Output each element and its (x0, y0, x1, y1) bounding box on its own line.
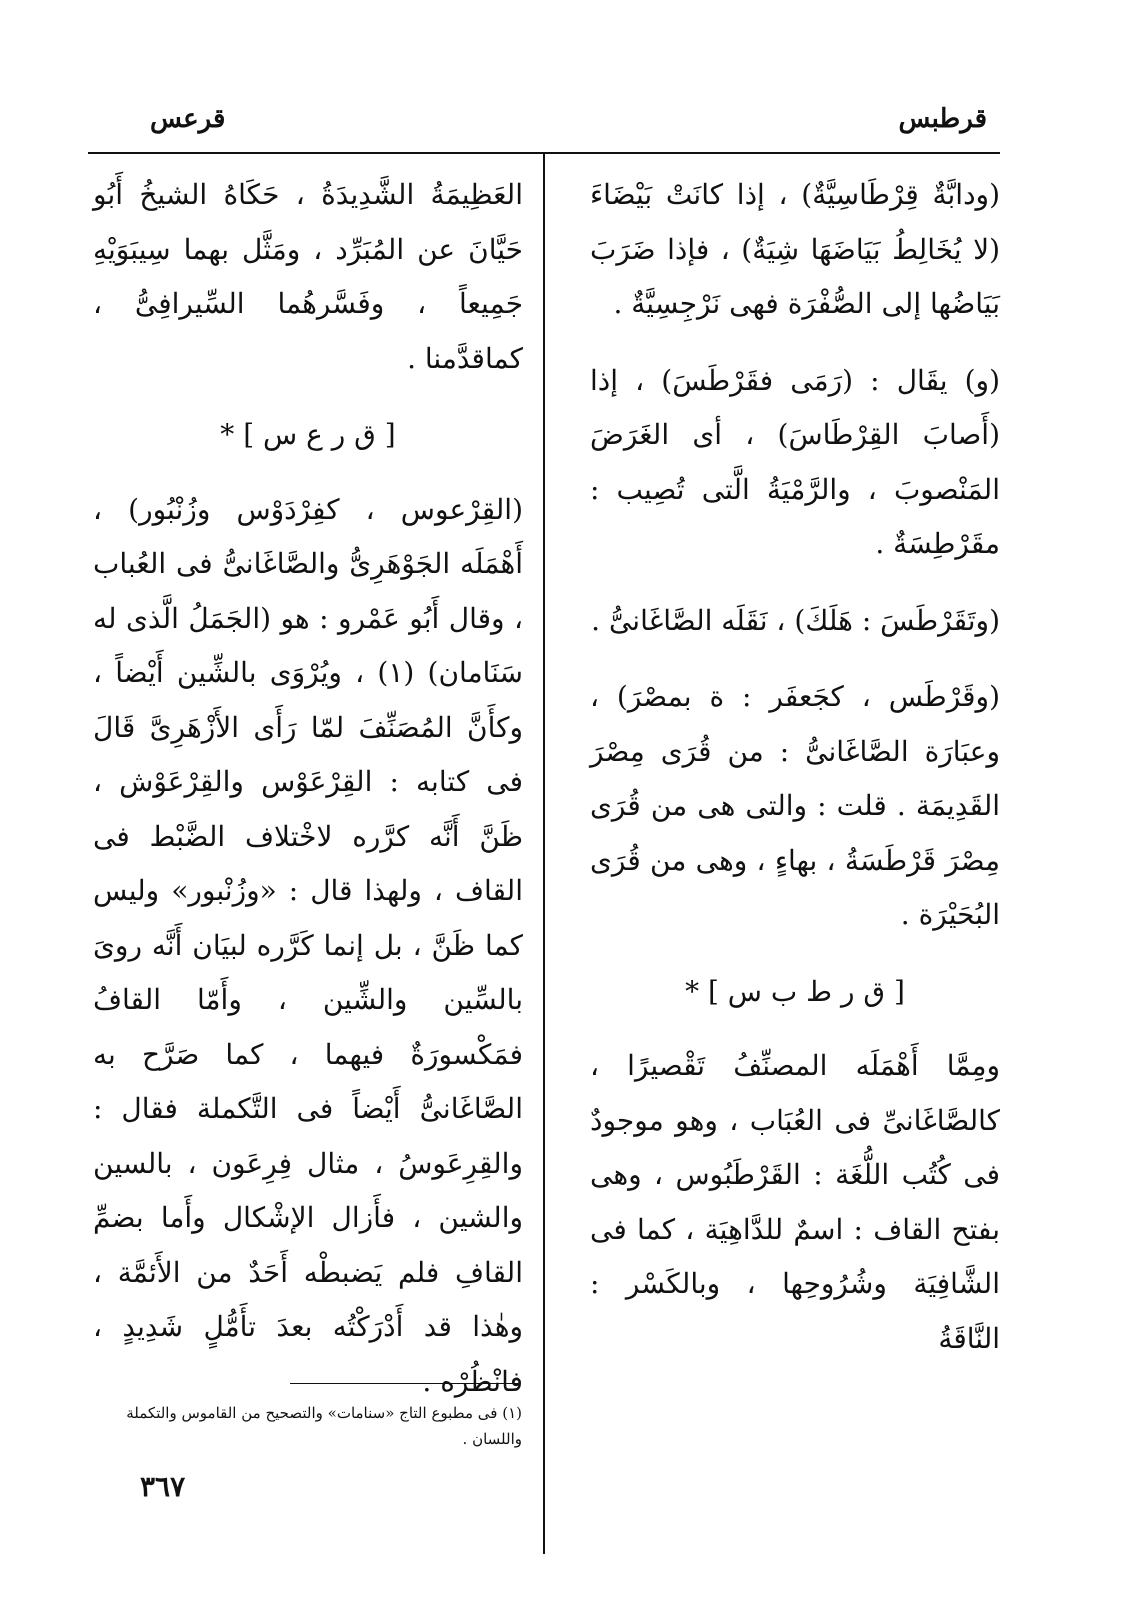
footnote-rule (290, 1383, 520, 1384)
entry-paragraph: (ودابَّةٌ قِرْطَاسِيَّةٌ) ، إذا كانَتْ بَيْضَاءَ (لا يُخَالِطُ بَيَاضَهَا شِيَةٌ) ، فإذا ضَرَبَ بَيَاضُها إلى الصُّفْرَة فهى نَرْجِسِيَّةٌ . (590, 178, 1000, 320)
running-head-left: قرعس (150, 104, 226, 134)
column-divider (543, 154, 545, 1554)
left-column (93, 168, 523, 1431)
running-head-right: قرطبس (898, 104, 987, 134)
page-number: ٣٦٧ (140, 1470, 186, 1503)
entry-paragraph: (وقَرْطَس ، كجَعفَر : ة بمصْرَ) ، وعبَارَة الصَّاغَانىُّ : من قُرَى مِصْرَ القَدِيمَة . قلت : والتى هى من قُرَى مِصْرَ قَرْطَسَةُ ، بهاءٍ ، وهى من قُرَى البُحَيْرَة . (590, 680, 1000, 931)
right-column (590, 168, 1000, 1388)
entry-paragraph: (وتَقَرْطَسَ : هَلَكَ) ، نَقَلَه الصَّاغَانىُّ . (591, 603, 1000, 637)
entry-paragraph: ومِمَّا أَهْمَلَه المصنِّفُ تَقْصيرًا ، كالصَّاغَانىِّ فى العُبَاب ، وهو موجودٌ فى كُتُب اللُّغَة : القَرْطَبُوس ، وهى بفتح القاف : اسمٌ للدَّاهِيَة ، كما فى الشَّافِيَة وشُرُوحِها ، وبالكَسْر : النَّاقَةُ (590, 1049, 1000, 1355)
footnote: (١) فى مطبوع التاج «سنامات» والتصحيح من القاموس والتكملة واللسان . (126, 1404, 522, 1448)
entry-paragraph: (القِرْعوس ، كفِرْدَوْس وزُنْبُور) ، أَهْمَلَه الجَوْهَرِىُّ والصَّاغَانىُّ فى العُباب ، وقال أَبُو عَمْرو : هو (الجَمَلُ الَّذى له سَنَامان) (١) ، ويُرْوَى بالشِّين أَيْضاً ، وكأَنَّ المُصَنِّفَ لمّا رَأَى الأَزْهَرِىَّ قَالَ فى كتابه : القِرْعَوْس والقِرْعَوْش ، ظَنَّ أَنَّه كرَّره لاخْتلاف الضَّبْط فى القاف ، ولهذا قال : «وزُنْبور» وليس كما ظَنَّ ، بل إنما كَرَّره لبيَان أَنَّه روىَ بالسِّين والشِّين ، وأَمّا القافُ فمَكْسورَةٌ فيهما ، كما صَرَّح به الصَّاغَانىُّ أَيْضاً فى التَّكملة فقال : والقِرِعَوسُ ، مثال فِرِعَون ، بالسين والشين ، فأَزال الإشْكال وأَما بضمِّ القافِ فلم يَضبطْه أَحَدٌ من الأَئمَّة ، وهٰذا قد أَدْرَكْتُه بعدَ تأَمُّلٍ شَدِيدٍ ، فانْظُرْه . (93, 492, 524, 1398)
entry-paragraph: العَظِيمَةُ الشَّدِيدَةُ ، حَكَاهُ الشيخُ أَبُو حَيَّانَ عن المُبَرِّد ، ومَثَّل بهما سِيبَوَيْهِ جَمِيعاً ، وفَسَّرهُما السِّيرافِىُّ ، كماقدَّمنا . (93, 178, 523, 375)
root-heading: [ ق ر ع س ] * (220, 418, 396, 451)
root-heading: [ ق ر ط ب س ] * (685, 974, 905, 1008)
entry-paragraph: (و) يقَال : (رَمَى فقَرْطَسَ) ، إذا (أَصابَ القِرْطَاسَ) ، أى الغَرَضَ المَنْصوبَ ، والرَّمْيَةُ الَّتى تُصِيب : مقَرْطِسَةٌ . (590, 363, 1000, 560)
